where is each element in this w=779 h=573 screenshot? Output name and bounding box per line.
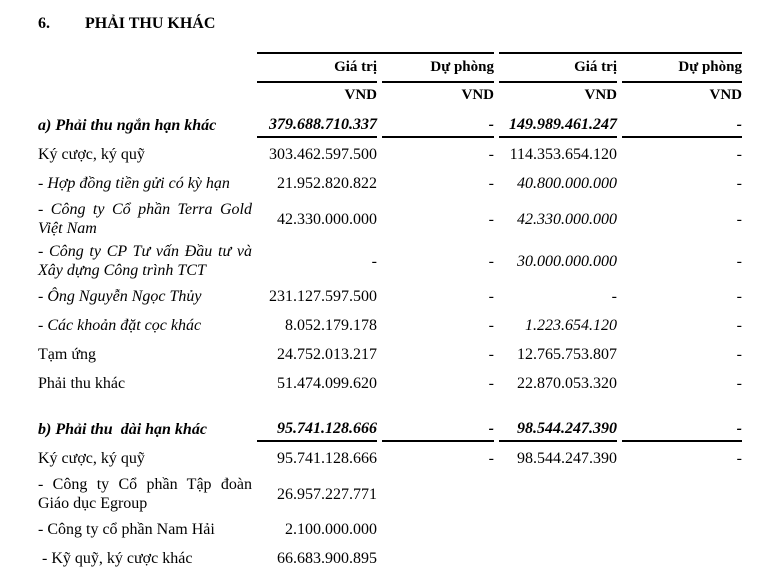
table-header-row	[38, 54, 742, 83]
unit-label: VND	[709, 86, 742, 103]
cell-value: 149.989.461.247	[499, 112, 617, 138]
cell-value: 51.474.099.620	[277, 375, 377, 392]
cell-value: 21.952.820.822	[277, 175, 377, 192]
table-row	[38, 340, 742, 369]
table-row	[38, 369, 742, 398]
row-label: - Kỹ quỹ, ký cược khác	[38, 550, 193, 567]
cell-value: -	[488, 252, 494, 270]
row-label: a) Phải thu ngắn hạn khác	[38, 116, 217, 134]
cell-value: -	[736, 210, 742, 228]
cell-value: 12.765.753.807	[517, 346, 617, 363]
cell-value: -	[488, 210, 494, 228]
table-body	[38, 110, 742, 573]
cell-value: 66.683.900.895	[277, 550, 377, 567]
table-row	[38, 110, 742, 140]
cell-value	[622, 517, 742, 542]
cell-value: -	[382, 112, 494, 138]
cell-value: -	[488, 375, 494, 392]
cell-value: -	[736, 450, 742, 467]
cell-value: -	[736, 288, 742, 305]
cell-value: -	[488, 450, 494, 467]
cell-value: -	[611, 288, 617, 305]
cell-value: -	[488, 317, 494, 334]
cell-value: 95.741.128.666	[257, 416, 377, 442]
table-row	[38, 473, 737, 515]
cell-value: 40.800.000.000	[517, 175, 617, 192]
cell-value: 24.752.013.217	[277, 346, 377, 363]
table-row	[38, 414, 742, 444]
cell-value: 42.330.000.000	[517, 210, 617, 228]
cell-value: -	[382, 416, 494, 442]
unit-label: VND	[584, 86, 617, 103]
column-header: Giá trị	[257, 54, 377, 83]
unit-spacer	[38, 83, 252, 110]
table-row	[38, 282, 742, 311]
row-label: - Công ty cổ phần Nam Hải	[38, 521, 215, 538]
row-label: - Công ty CP Tư vấn Đầu tư và Xây dựng Công trình TCT	[38, 243, 256, 279]
table-row	[38, 240, 742, 282]
cell-value: 2.100.000.000	[285, 521, 377, 538]
cell-value: -	[371, 252, 377, 270]
cell-value	[499, 517, 617, 542]
cell-value: 95.741.128.666	[277, 450, 377, 467]
cell-value: -	[736, 252, 742, 270]
unit-label: VND	[461, 86, 494, 103]
unit-label: VND	[344, 86, 377, 103]
row-label: b) Phải thu dài hạn khác	[38, 420, 207, 438]
cell-value: 98.544.247.390	[499, 416, 617, 442]
cell-value: -	[488, 346, 494, 363]
section-heading	[0, 0, 779, 33]
table-unit-row	[38, 83, 742, 110]
cell-value: -	[736, 346, 742, 363]
row-label: Phải thu khác	[38, 375, 126, 392]
cell-value	[499, 546, 617, 571]
column-header: Giá trị	[499, 54, 617, 83]
table-row	[38, 544, 737, 573]
table-row	[38, 140, 742, 169]
cell-value: 379.688.710.337	[257, 112, 377, 138]
cell-value: -	[622, 112, 742, 138]
table-row	[38, 311, 742, 340]
cell-value: 8.052.179.178	[285, 317, 377, 334]
cell-value: 1.223.654.120	[525, 317, 617, 334]
table-row	[38, 169, 742, 198]
section-spacer	[38, 398, 737, 414]
cell-value: 30.000.000.000	[517, 252, 617, 270]
row-label: - Công ty Cổ phần Tập đoàn Giáo dục Egroup	[38, 476, 256, 512]
cell-value: -	[622, 416, 742, 442]
row-label: - Ông Nguyễn Ngọc Thủy	[38, 288, 202, 305]
cell-value	[499, 475, 617, 513]
receivables-table	[38, 52, 742, 573]
cell-value: 42.330.000.000	[277, 210, 377, 228]
cell-value: 26.957.227.771	[277, 485, 377, 503]
cell-value	[622, 546, 742, 571]
row-label: - Các khoản đặt cọc khác	[38, 317, 202, 334]
row-label: - Công ty Cổ phần Terra Gold Việt Nam	[38, 201, 256, 237]
cell-value: 98.544.247.390	[517, 450, 617, 467]
cell-value	[382, 475, 494, 513]
section-number: 6.	[38, 15, 50, 32]
row-label: Ký cược, ký quỹ	[38, 450, 145, 467]
column-header: Dự phòng	[622, 54, 742, 83]
cell-value	[382, 517, 494, 542]
cell-value: 303.462.597.500	[269, 146, 377, 163]
cell-value: -	[736, 375, 742, 392]
cell-value: -	[736, 146, 742, 163]
table-row	[38, 515, 737, 544]
row-label: Ký cược, ký quỹ	[38, 146, 145, 163]
cell-value: 231.127.597.500	[269, 288, 377, 305]
cell-value: 22.870.053.320	[517, 375, 617, 392]
cell-value: 114.353.654.120	[509, 146, 617, 163]
cell-value	[622, 475, 742, 513]
header-spacer	[38, 54, 252, 83]
cell-value: -	[736, 175, 742, 192]
column-header: Dự phòng	[382, 54, 494, 83]
cell-value	[382, 546, 494, 571]
cell-value: -	[488, 146, 494, 163]
cell-value: -	[736, 317, 742, 334]
row-label: - Hợp đồng tiền gửi có kỳ hạn	[38, 175, 230, 192]
cell-value: -	[488, 288, 494, 305]
table-row	[38, 444, 742, 473]
cell-value: -	[488, 175, 494, 192]
table-row	[38, 198, 742, 240]
page-title: PHẢI THU KHÁC	[85, 15, 216, 32]
row-label: Tạm ứng	[38, 346, 96, 363]
